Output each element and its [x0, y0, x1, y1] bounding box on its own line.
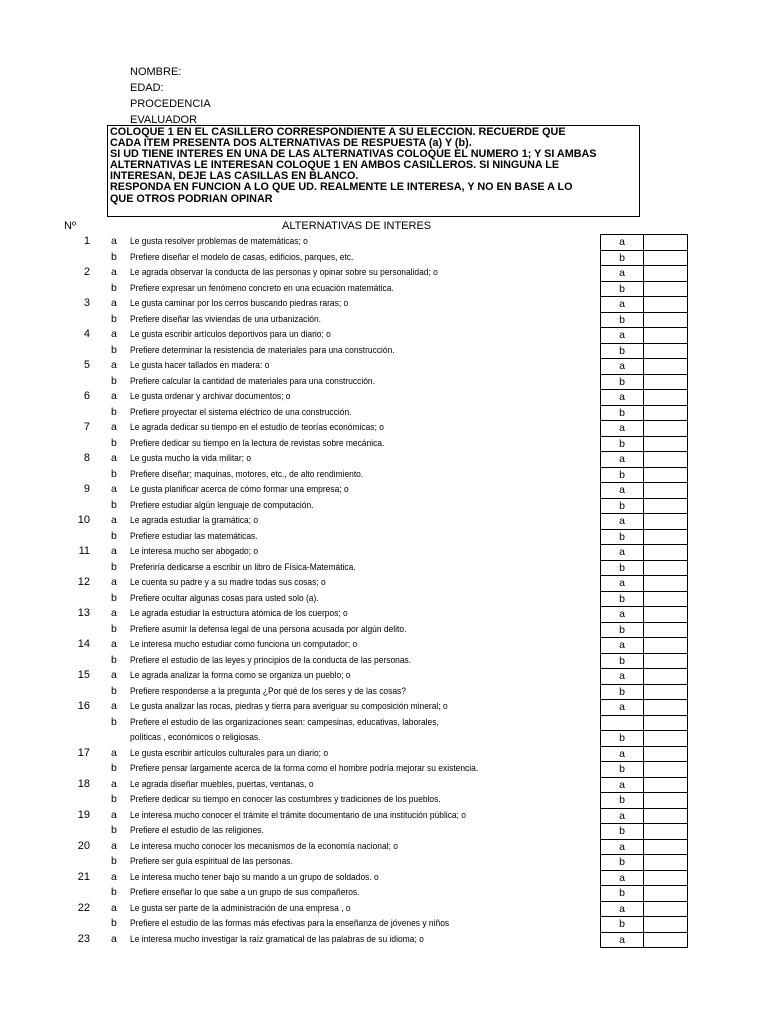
question-row: [0, 606, 768, 622]
answer-box-label: b: [600, 684, 644, 700]
answer-box[interactable]: [644, 436, 688, 452]
nombre-field: NOMBRE:: [130, 66, 182, 78]
option-letter: b: [111, 436, 117, 449]
option-letter: a: [111, 607, 117, 619]
question-row: [0, 265, 768, 281]
option-text: Le agrada dedicar su tiempo en el estudio de teorías económicas; o: [130, 422, 384, 433]
answer-box[interactable]: [644, 746, 688, 762]
question-row: [0, 281, 768, 297]
option-text: Le interesa mucho conocer los mecanismos de la economía nacional; o: [130, 840, 398, 852]
question-row: [0, 296, 768, 312]
answer-box-label: a: [600, 699, 644, 715]
answer-box[interactable]: [644, 467, 688, 483]
option-letter: b: [111, 715, 117, 728]
answer-box-label: a: [600, 932, 644, 948]
question-row: [0, 358, 768, 374]
option-text: políticas , económicos o religiosas.: [130, 732, 261, 743]
question-row: [0, 653, 768, 669]
answer-box-label: b: [600, 343, 644, 359]
answer-box[interactable]: [644, 234, 688, 250]
option-text: Prefiere ocultar algunas cosas para usted solo (a).: [130, 592, 319, 604]
question-list: [0, 234, 768, 947]
question-row: [0, 870, 768, 886]
question-row: [0, 234, 768, 250]
question-number: 12: [77, 576, 90, 588]
answer-box-label: a: [600, 668, 644, 684]
answer-box-label: a: [600, 513, 644, 529]
answer-box[interactable]: [644, 296, 688, 312]
question-number: 9: [83, 483, 90, 495]
answer-box-label: b: [600, 405, 644, 421]
answer-box-label: b: [600, 467, 644, 483]
instruction-line: COLOQUE 1 EN EL CASILLERO CORRESPONDIENTE A SU ELECCION. RECUERDE QUE: [110, 126, 566, 138]
option-letter: a: [111, 669, 117, 681]
option-text: Le interesa mucho estudiar como funciona un computador; o: [130, 639, 358, 650]
question-number: 14: [77, 638, 90, 650]
answer-box-label: a: [600, 777, 644, 793]
option-letter: b: [111, 653, 117, 666]
question-number: 20: [77, 839, 90, 852]
answer-box-label: b: [600, 622, 644, 638]
question-row: [0, 250, 768, 266]
question-number: 8: [83, 452, 90, 464]
question-row: [0, 932, 768, 948]
answer-box[interactable]: [644, 854, 688, 870]
option-letter: a: [111, 421, 117, 433]
table-bottom-border: [600, 947, 688, 948]
question-row: [0, 854, 768, 870]
answer-box[interactable]: [644, 761, 688, 777]
instruction-line: SI UD TIENE INTERES EN UNA DE LAS ALTERNATIVAS COLOQUE EL NUMERO 1; Y SI AMBAS: [110, 148, 597, 161]
answer-box[interactable]: [644, 932, 688, 948]
question-row: [0, 498, 768, 514]
instruction-line: ALTERNATIVAS LE INTERESAN COLOQUE 1 EN AMBOS CASILLEROS. SI NINGUNA LE: [110, 159, 560, 172]
answer-box[interactable]: [644, 699, 688, 715]
question-row: [0, 482, 768, 498]
answer-box-label: b: [600, 498, 644, 514]
answer-box-label: b: [600, 560, 644, 576]
answer-box-label: b: [600, 823, 644, 839]
option-letter: b: [111, 374, 117, 387]
answer-box-label: a: [600, 451, 644, 467]
option-letter: b: [111, 591, 117, 604]
question-number: 23: [77, 932, 90, 945]
question-number: 15: [77, 669, 90, 681]
answer-box[interactable]: [644, 389, 688, 405]
option-letter: a: [111, 839, 117, 852]
question-number: 11: [78, 545, 90, 557]
answer-box[interactable]: [644, 374, 688, 390]
answer-box[interactable]: [644, 575, 688, 591]
question-number: 22: [77, 901, 90, 914]
alternatives-column-header: ALTERNATIVAS DE INTERES: [282, 220, 432, 232]
answer-box[interactable]: [644, 591, 688, 607]
answer-box[interactable]: [644, 777, 688, 793]
answer-box-label: b: [600, 653, 644, 669]
answer-box-label: a: [600, 327, 644, 343]
answer-box[interactable]: [644, 560, 688, 576]
option-text: Le agrada estudiar la estructura atómica de los cuerpos; o: [130, 608, 348, 619]
option-letter: b: [111, 684, 117, 697]
option-letter: a: [111, 266, 117, 278]
option-text: Prefiere diseñar el modelo de casas, edificios, parques, etc.: [130, 251, 354, 263]
option-text: Le agrada observar la conducta de las personas y opinar sobre su personalidad; o: [130, 267, 438, 278]
instruction-line: INTERESAN, DEJE LAS CASILLAS EN BLANCO.: [110, 170, 359, 183]
option-text: Le interesa mucho tener bajo su mando a un grupo de soldados. o: [130, 871, 379, 883]
answer-box[interactable]: [644, 684, 688, 700]
option-text: Le interesa mucho ser abogado; o: [130, 546, 259, 557]
answer-box-label: b: [600, 591, 644, 607]
question-row: [0, 591, 768, 607]
option-letter: a: [111, 901, 117, 914]
question-number: 5: [83, 359, 90, 371]
option-text: Prefiere el estudio de las formas más efectivas para la enseñanza de jóvenes y niños: [130, 918, 450, 929]
answer-box[interactable]: [644, 808, 688, 824]
option-letter: a: [111, 777, 117, 790]
option-text: Le agrada estudiar la gramática; o: [130, 515, 259, 526]
answer-box[interactable]: [644, 839, 688, 855]
question-row: [0, 575, 768, 591]
question-number: 19: [77, 808, 90, 821]
answer-box-label: b: [600, 792, 644, 808]
question-number: 17: [77, 746, 90, 759]
question-row: [0, 808, 768, 824]
option-text: Prefiere ser guía espiritual de las personas.: [130, 856, 293, 867]
question-row: [0, 436, 768, 452]
answer-box[interactable]: [644, 343, 688, 359]
answer-box[interactable]: [644, 637, 688, 653]
instruction-line: CADA ITEM PRESENTA DOS ALTERNATIVAS DE RESPUESTA (a) Y (b).: [110, 137, 472, 150]
question-row: [0, 544, 768, 560]
question-row: [0, 746, 768, 762]
option-text: Le gusta planificar acerca de cómo formar una empresa; o: [130, 484, 349, 495]
question-row: [0, 420, 768, 436]
option-text: Le gusta ser parte de la administración de una empresa , o: [130, 902, 351, 914]
option-letter: a: [111, 700, 117, 712]
option-letter: b: [111, 498, 117, 511]
option-letter: a: [111, 545, 117, 557]
option-letter: a: [111, 576, 117, 588]
answer-box[interactable]: [644, 482, 688, 498]
answer-box[interactable]: [644, 730, 688, 746]
answer-box[interactable]: [644, 451, 688, 467]
answer-box-label: b: [600, 529, 644, 545]
answer-box-label: a: [600, 544, 644, 560]
option-letter: b: [111, 529, 117, 542]
question-number: 4: [83, 328, 90, 340]
question-row: [0, 885, 768, 901]
answer-box-label: [600, 715, 644, 731]
answer-box[interactable]: [644, 885, 688, 901]
answer-box-label: a: [600, 901, 644, 917]
answer-box[interactable]: [644, 498, 688, 514]
question-row: [0, 622, 768, 638]
answer-box[interactable]: [644, 513, 688, 529]
question-number: 10: [77, 514, 90, 526]
option-text: Prefiere diseñar las viviendas de una urbanización.: [130, 313, 322, 325]
option-text: Prefiere el estudio de las religiones.: [130, 825, 264, 836]
answer-box[interactable]: [644, 668, 688, 684]
answer-box[interactable]: [644, 250, 688, 266]
option-text: Prefiere el estudio de las leyes y principios de la conducta de las personas.: [130, 654, 412, 666]
option-letter: b: [111, 762, 117, 774]
question-row: [0, 529, 768, 545]
option-text: Le gusta mucho la vida militar; o: [130, 453, 252, 464]
question-row: [0, 405, 768, 421]
answer-box[interactable]: [644, 281, 688, 297]
option-text: Prefiere asumir la defensa legal de una persona acusada por algún delito.: [130, 623, 407, 635]
question-number: 3: [83, 297, 90, 309]
option-letter: a: [111, 932, 117, 945]
option-text: Prefiere dedicar su tiempo en la lectura de revistas sobre mecánica.: [130, 437, 385, 449]
answer-box[interactable]: [644, 916, 688, 932]
question-row: [0, 699, 768, 715]
answer-box-label: b: [600, 916, 644, 932]
number-column-header: Nº: [64, 220, 76, 232]
answer-box-label: a: [600, 637, 644, 653]
answer-box[interactable]: [644, 327, 688, 343]
option-text: Le agrada analizar la forma como se organiza un pueblo; o: [130, 670, 351, 681]
answer-box[interactable]: [644, 405, 688, 421]
answer-box[interactable]: [644, 544, 688, 560]
answer-box-label: b: [600, 281, 644, 297]
answer-box-label: b: [600, 436, 644, 452]
option-text: Le gusta caminar por los cerros buscando piedras raras; o: [130, 298, 349, 309]
option-letter: a: [111, 746, 117, 759]
question-number: 2: [83, 266, 90, 278]
answer-box-label: a: [600, 296, 644, 312]
question-row: [0, 730, 768, 746]
header-fields: [130, 64, 211, 128]
question-row: [0, 715, 768, 731]
question-row: [0, 560, 768, 576]
question-number: 13: [77, 607, 90, 619]
option-text: Le interesa mucho conocer el trámite el trámite documentario de una institución pública; o: [130, 809, 467, 821]
answer-box-label: a: [600, 265, 644, 281]
option-letter: b: [111, 793, 117, 805]
question-row: [0, 823, 768, 839]
option-text: Le agrada diseñar muebles, puertas, ventanas, o: [130, 778, 314, 790]
option-text: Prefiere dedicar su tiempo en conocer las costumbres y tradiciones de los pueblos.: [130, 794, 441, 805]
answer-box[interactable]: [644, 622, 688, 638]
question-row: [0, 777, 768, 793]
question-row: [0, 343, 768, 359]
question-row: [0, 839, 768, 855]
evaluador-field: EVALUADOR: [130, 114, 198, 126]
answer-box[interactable]: [644, 870, 688, 886]
option-text: Le gusta analizar las rocas, piedras y tierra para averiguar su composición mineral; o: [130, 701, 448, 712]
instruction-line: QUE OTROS PODRIAN OPINAR: [110, 192, 273, 205]
option-text: Le gusta ordenar y archivar documentos; o: [130, 391, 291, 402]
option-text: Le interesa mucho investigar la raíz gramatical de las palabras de su idioma; o: [130, 933, 424, 945]
question-number: 6: [83, 390, 90, 402]
option-letter: b: [111, 917, 117, 929]
answer-box-label: b: [600, 250, 644, 266]
instruction-line: RESPONDA EN FUNCION A LO QUE UD. REALMENTE LE INTERESA, Y NO EN BASE A LO: [110, 181, 573, 194]
option-text: Prefiere expresar un fenómeno concreto en una ecuación matemática.: [130, 282, 394, 294]
option-letter: a: [111, 328, 117, 340]
option-text: Prefiere responderse a la pregunta ¿Por qué de los seres y de las cosas?: [130, 685, 406, 697]
answer-box-label: b: [600, 854, 644, 870]
answer-box-label: b: [600, 761, 644, 777]
answer-box-label: a: [600, 234, 644, 250]
option-letter: b: [111, 281, 117, 294]
answer-box[interactable]: [644, 529, 688, 545]
option-text: Le gusta resolver problemas de matemáticas; o: [130, 236, 308, 247]
answer-box[interactable]: [644, 606, 688, 622]
option-text: Le gusta escribir artículos culturales para un diario; o: [130, 747, 329, 759]
option-letter: a: [111, 870, 117, 883]
option-text: Le gusta escribir artículos deportivos para un diario; o: [130, 329, 331, 340]
answer-box[interactable]: [644, 901, 688, 917]
option-text: Prefiere diseñar; maquinas, motores, etc., de alto rendimiento.: [130, 468, 364, 480]
option-letter: a: [111, 297, 117, 309]
option-letter: a: [111, 452, 117, 464]
answer-box[interactable]: [644, 823, 688, 839]
answer-box[interactable]: [644, 792, 688, 808]
question-row: [0, 451, 768, 467]
question-row: [0, 792, 768, 808]
option-text: Prefiere el estudio de las organizaciones sean: campesinas, educativas, laborales,: [130, 716, 439, 728]
question-row: [0, 389, 768, 405]
answer-box[interactable]: [644, 358, 688, 374]
option-letter: a: [111, 514, 117, 526]
option-letter: b: [111, 343, 117, 356]
option-letter: b: [111, 467, 117, 480]
option-letter: a: [111, 638, 117, 650]
answer-box-label: a: [600, 746, 644, 762]
question-row: [0, 467, 768, 483]
answer-box[interactable]: [644, 420, 688, 436]
answer-box-label: a: [600, 389, 644, 405]
option-letter: a: [111, 359, 117, 371]
answer-box-label: a: [600, 358, 644, 374]
option-letter: b: [111, 312, 117, 325]
option-text: Preferiría dedicarse a escribir un libro de Física-Matemática.: [130, 561, 356, 573]
option-letter: a: [111, 808, 117, 821]
answer-box-label: a: [600, 606, 644, 622]
answer-box-label: b: [600, 312, 644, 328]
question-row: [0, 668, 768, 684]
option-text: Le gusta hacer tallados en madera: o: [130, 360, 270, 371]
question-number: 18: [77, 777, 90, 790]
question-row: [0, 761, 768, 777]
option-letter: b: [111, 622, 117, 635]
answer-box-label: a: [600, 839, 644, 855]
option-letter: b: [111, 886, 117, 898]
option-text: Prefiere proyectar el sistema eléctrico de una construcción.: [130, 406, 352, 418]
answer-box-label: b: [600, 374, 644, 390]
question-number: 21: [77, 870, 90, 883]
question-row: [0, 312, 768, 328]
edad-field: EDAD:: [130, 82, 164, 94]
procedencia-field: PROCEDENCIA: [130, 98, 211, 110]
answer-box-label: a: [600, 870, 644, 886]
answer-box[interactable]: [644, 715, 688, 731]
option-text: Prefiere determinar la resistencia de materiales para una construcción.: [130, 344, 395, 356]
option-letter: a: [111, 483, 117, 495]
question-row: [0, 901, 768, 917]
answer-box-label: a: [600, 482, 644, 498]
question-row: [0, 637, 768, 653]
answer-box-label: a: [600, 420, 644, 436]
answer-box[interactable]: [644, 312, 688, 328]
option-letter: b: [111, 560, 117, 573]
question-row: [0, 916, 768, 932]
option-text: Prefiere estudiar algún lenguaje de computación.: [130, 499, 314, 511]
question-row: [0, 513, 768, 529]
question-row: [0, 374, 768, 390]
question-row: [0, 327, 768, 343]
instructions-box: [107, 125, 640, 217]
option-text: Prefiere calcular la cantidad de materiales para una construcción.: [130, 375, 375, 387]
answer-box-label: a: [600, 808, 644, 824]
question-number: 7: [83, 421, 90, 433]
option-text: Prefiere enseñar lo que sabe a un grupo de sus compañeros.: [130, 887, 360, 898]
option-text: Prefiere pensar largamente acerca de la forma como el hombre podría mejorar su existencia.: [130, 763, 479, 774]
question-number: 16: [77, 700, 90, 712]
question-row: [0, 684, 768, 700]
option-text: Prefiere estudiar las matemáticas.: [130, 530, 258, 542]
answer-box-label: b: [600, 730, 644, 746]
answer-box[interactable]: [644, 265, 688, 281]
option-letter: b: [111, 250, 117, 263]
option-letter: a: [111, 235, 117, 247]
answer-box-label: a: [600, 575, 644, 591]
option-letter: b: [111, 405, 117, 418]
question-number: 1: [83, 235, 90, 247]
option-text: Le cuenta su padre y a su madre todas sus cosas; o: [130, 577, 326, 588]
answer-box-label: b: [600, 885, 644, 901]
option-letter: b: [111, 855, 117, 867]
option-letter: b: [111, 824, 117, 836]
answer-box[interactable]: [644, 653, 688, 669]
option-letter: a: [111, 390, 117, 402]
